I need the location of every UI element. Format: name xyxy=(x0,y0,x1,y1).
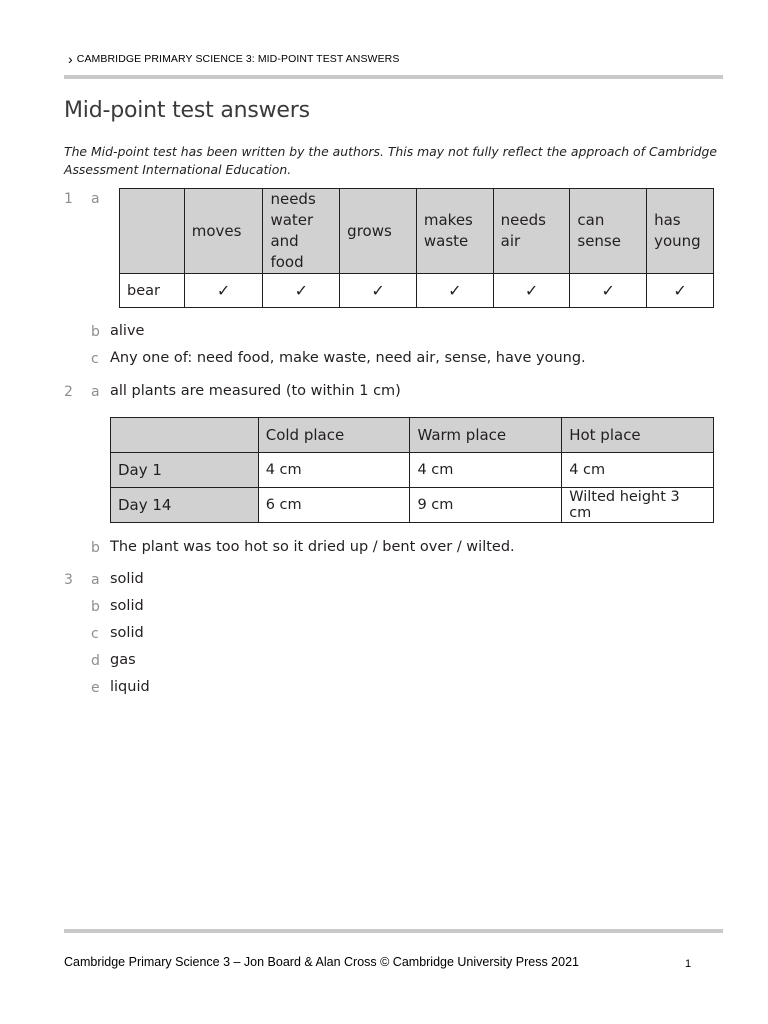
check-mark: ✓ xyxy=(416,274,493,308)
part-label: e xyxy=(91,680,100,696)
table-cell: 9 cm xyxy=(410,488,562,523)
row-label: Day 14 xyxy=(111,488,259,523)
table-cell: 4 cm xyxy=(410,453,562,488)
footer-credit: Cambridge Primary Science 3 – Jon Board & Alan Cross © Cambridge University Press 2021 xyxy=(64,955,579,969)
table-header-cell: grows xyxy=(340,189,417,274)
row-label: Day 1 xyxy=(111,453,259,488)
table-header-row xyxy=(120,189,714,274)
table-row xyxy=(111,453,714,488)
table-header-cell xyxy=(120,189,185,274)
check-mark: ✓ xyxy=(647,274,714,308)
part-label: b xyxy=(91,540,100,556)
part-label: a xyxy=(91,384,100,400)
table-cell: 4 cm xyxy=(562,453,714,488)
check-mark: ✓ xyxy=(340,274,417,308)
intro-note: The Mid-point test has been written by the authors. This may not fully reflect the approach of Cambridge Assessment International Education. xyxy=(64,144,718,177)
answer-text: Any one of: need food, make waste, need air, sense, have young. xyxy=(110,350,586,366)
part-label: a xyxy=(91,572,100,588)
header-rule xyxy=(64,75,723,79)
table-header-cell: can sense xyxy=(570,189,647,274)
check-mark: ✓ xyxy=(263,274,340,308)
chevron-right-icon: › xyxy=(68,51,73,67)
check-mark: ✓ xyxy=(493,274,570,308)
part-label: a xyxy=(91,191,100,207)
answer-text: alive xyxy=(110,323,145,339)
answer-text: all plants are measured (to within 1 cm) xyxy=(110,383,401,399)
running-head-text: CAMBRIDGE PRIMARY SCIENCE 3: MID-POINT TEST ANSWERS xyxy=(76,53,400,65)
table-row xyxy=(111,488,714,523)
table-header-cell: needs air xyxy=(493,189,570,274)
row-label: bear xyxy=(120,274,185,308)
table-header-cell xyxy=(111,418,259,453)
answer-text: solid xyxy=(110,598,144,614)
answer-text: liquid xyxy=(110,679,150,695)
table-header-cell: Cold place xyxy=(258,418,410,453)
table-header-cell: has young xyxy=(647,189,714,274)
answer-text: gas xyxy=(110,652,136,668)
part-label: c xyxy=(91,351,99,367)
part-label: c xyxy=(91,626,99,642)
check-mark: ✓ xyxy=(570,274,647,308)
footer-rule xyxy=(64,929,723,933)
part-label: b xyxy=(91,599,100,615)
part-label: b xyxy=(91,324,100,340)
page-number: 1 xyxy=(685,958,692,970)
question-number: 2 xyxy=(64,384,73,400)
table-header-cell: Hot place xyxy=(562,418,714,453)
answer-text: solid xyxy=(110,571,144,587)
table-header-cell: makes waste xyxy=(416,189,493,274)
check-mark: ✓ xyxy=(184,274,263,308)
table-header-cell: Warm place xyxy=(410,418,562,453)
part-label: d xyxy=(91,653,100,669)
question-number: 3 xyxy=(64,572,73,588)
running-head xyxy=(68,52,399,66)
table-header-cell: needs water and food xyxy=(263,189,340,274)
table-header-cell: moves xyxy=(184,189,263,274)
plant-height-table xyxy=(110,417,714,523)
table-cell: 4 cm xyxy=(258,453,410,488)
table-row xyxy=(120,274,714,308)
table-cell: 6 cm xyxy=(258,488,410,523)
table-cell: Wilted height 3 cm xyxy=(562,488,714,523)
page-title: Mid-point test answers xyxy=(64,98,310,123)
characteristics-table xyxy=(119,188,714,308)
table-header-row xyxy=(111,418,714,453)
answer-text: solid xyxy=(110,625,144,641)
question-number: 1 xyxy=(64,191,73,207)
answer-text: The plant was too hot so it dried up / bent over / wilted. xyxy=(110,539,515,555)
